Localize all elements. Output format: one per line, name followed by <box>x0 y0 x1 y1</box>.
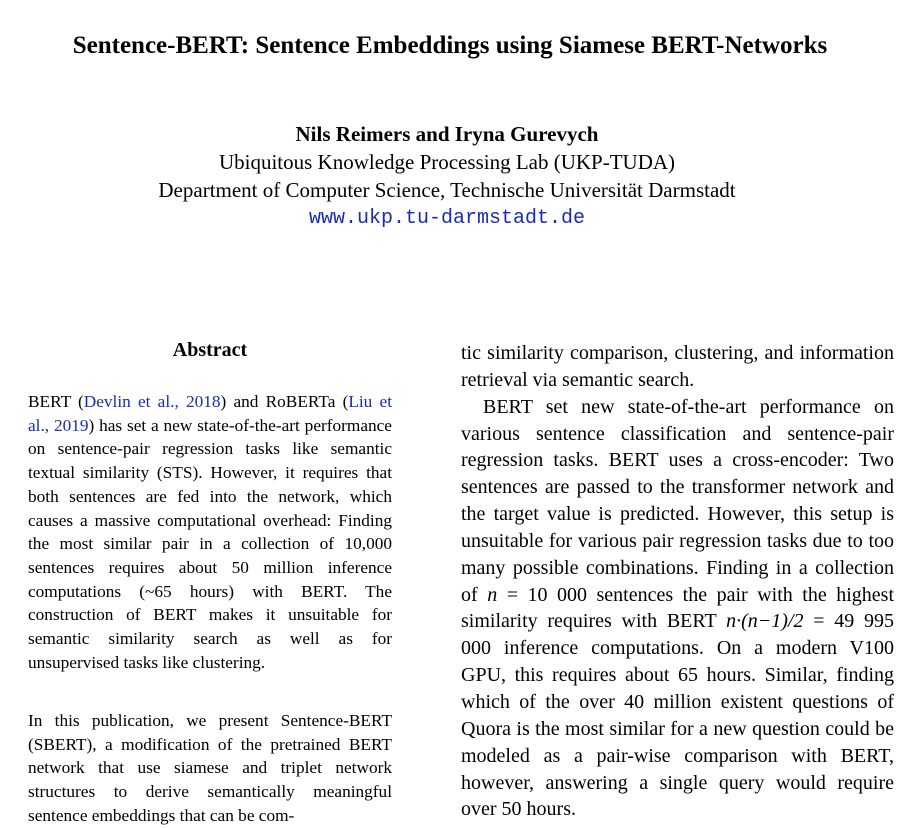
affiliation-department: Department of Computer Science, Technische Universität Darmstadt <box>158 178 736 202</box>
abstract-paragraph-2: In this publication, we present Sentence-BERT (SBERT), a modification of the pretrained BERT network that use siamese and triplet network structures to derive semantically meaningful sentence embeddings that can be com- <box>28 711 392 825</box>
intro-text: = 49 995 000 inference computations. On a modern V100 GPU, this requires about 65 hours. Similar, finding which of the over 40 million existent questions of Quora is the most similar for a new question could be modeled as a pair-wise comparison with BERT, however, answering a single query would require over 50 hours. <box>461 610 895 821</box>
math-pair-formula: n·(n−1)/2 <box>726 610 804 633</box>
paper-authors: Nils Reimers and Iryna Gurevych <box>295 122 599 146</box>
abstract-text: ) has set a new state-of-the-art performance on sentence-pair regression tasks like semantic textual similarity (STS). However, it requires that both sentences are fed into the network, which causes a massive computational overhead: Finding the most similar pair in a collection of 10,000 sentences requires about 50 million inference computations (~65 hours) with BERT. The construction of BERT makes it unsuitable for semantic similarity search as well as for unsupervised tasks like clustering. <box>28 415 392 672</box>
intro-text: BERT set new state-of-the-art performance on various sentence classification and sentence-pair regression tasks. BERT uses a cross-encoder: Two sentences are passed to the transformer network and the target value is predicted. However, this setup is unsuitable for various pair regression tasks due to too many possible combinations. Finding in a collection of <box>461 395 894 606</box>
citation-link-devlin[interactable]: Devlin et al., 2018 <box>83 392 221 411</box>
intro-text: = 10 000 sentences the pair with the highest similarity requires with BERT <box>461 583 895 633</box>
intro-paragraph-continued: tic similarity comparison, clustering, and information retrieval via semantic search. <box>461 342 894 391</box>
math-n: n <box>487 583 498 606</box>
abstract-text: BERT ( <box>28 392 84 411</box>
introduction-column <box>461 340 894 823</box>
affiliation-lab: Ubiquitous Knowledge Processing Lab (UKP-TUDA) <box>218 150 676 174</box>
citation-link-liu[interactable]: Liu et al., 2019 <box>28 392 392 435</box>
abstract-heading: Abstract <box>172 339 248 361</box>
abstract-text: ) and RoBERTa ( <box>220 392 349 411</box>
abstract-paragraph-1 <box>28 390 392 674</box>
author-url-link[interactable]: www.ukp.tu-darmstadt.de <box>308 207 586 230</box>
paper-title: Sentence-BERT: Sentence Embeddings using Siamese BERT-Networks <box>72 32 828 59</box>
intro-paragraph-1 <box>461 394 894 824</box>
